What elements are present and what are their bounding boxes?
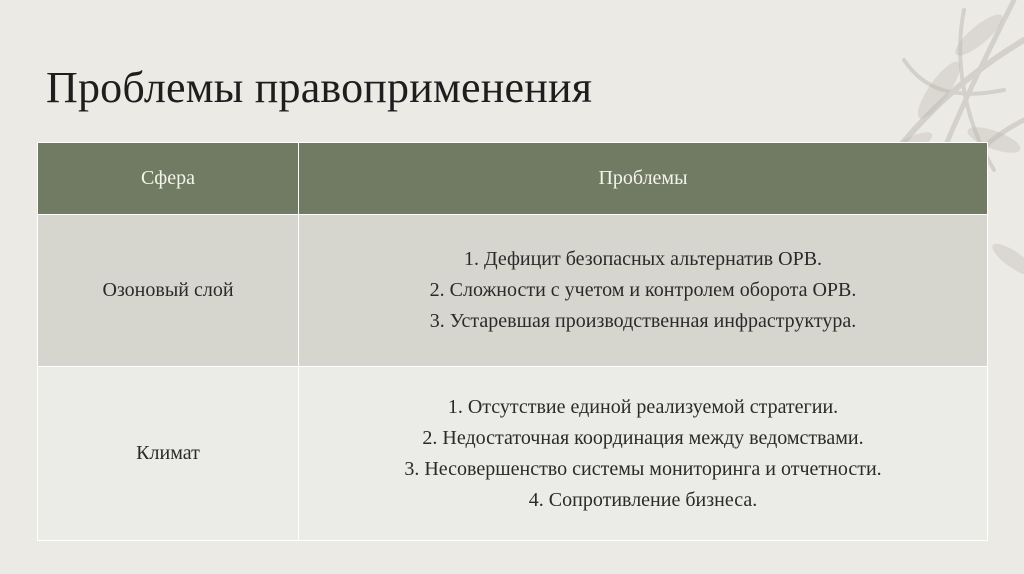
problem-list	[311, 244, 975, 337]
table-header-row	[38, 143, 988, 215]
header-problems: Проблемы	[299, 143, 988, 215]
problems-cell	[299, 367, 988, 541]
table-row	[38, 215, 988, 367]
problem-item: 1. Отсутствие единой реализуемой стратегии.	[447, 395, 839, 418]
problems-cell	[299, 215, 988, 367]
problems-table	[37, 142, 988, 541]
sphere-cell: Климат	[38, 367, 299, 541]
problem-item: 2. Сложности с учетом и контролем оборота ОРВ.	[429, 279, 857, 301]
sphere-cell: Озоновый слой	[38, 215, 299, 367]
problem-item: 3. Устаревшая производственная инфраструктура.	[429, 310, 857, 332]
slide-title: Проблемы правоприменения	[46, 63, 593, 112]
problem-item: 2. Недостаточная координация между ведомствами.	[422, 426, 864, 449]
problem-item: 3. Несовершенство системы мониторинга и отчетности.	[404, 457, 882, 480]
problem-item: 1. Дефицит безопасных альтернатив ОРВ.	[463, 248, 823, 270]
problem-item: 4. Сопротивление бизнеса.	[528, 488, 758, 511]
problem-list	[311, 392, 975, 516]
header-sphere: Сфера	[38, 143, 299, 215]
table-row	[38, 367, 988, 541]
